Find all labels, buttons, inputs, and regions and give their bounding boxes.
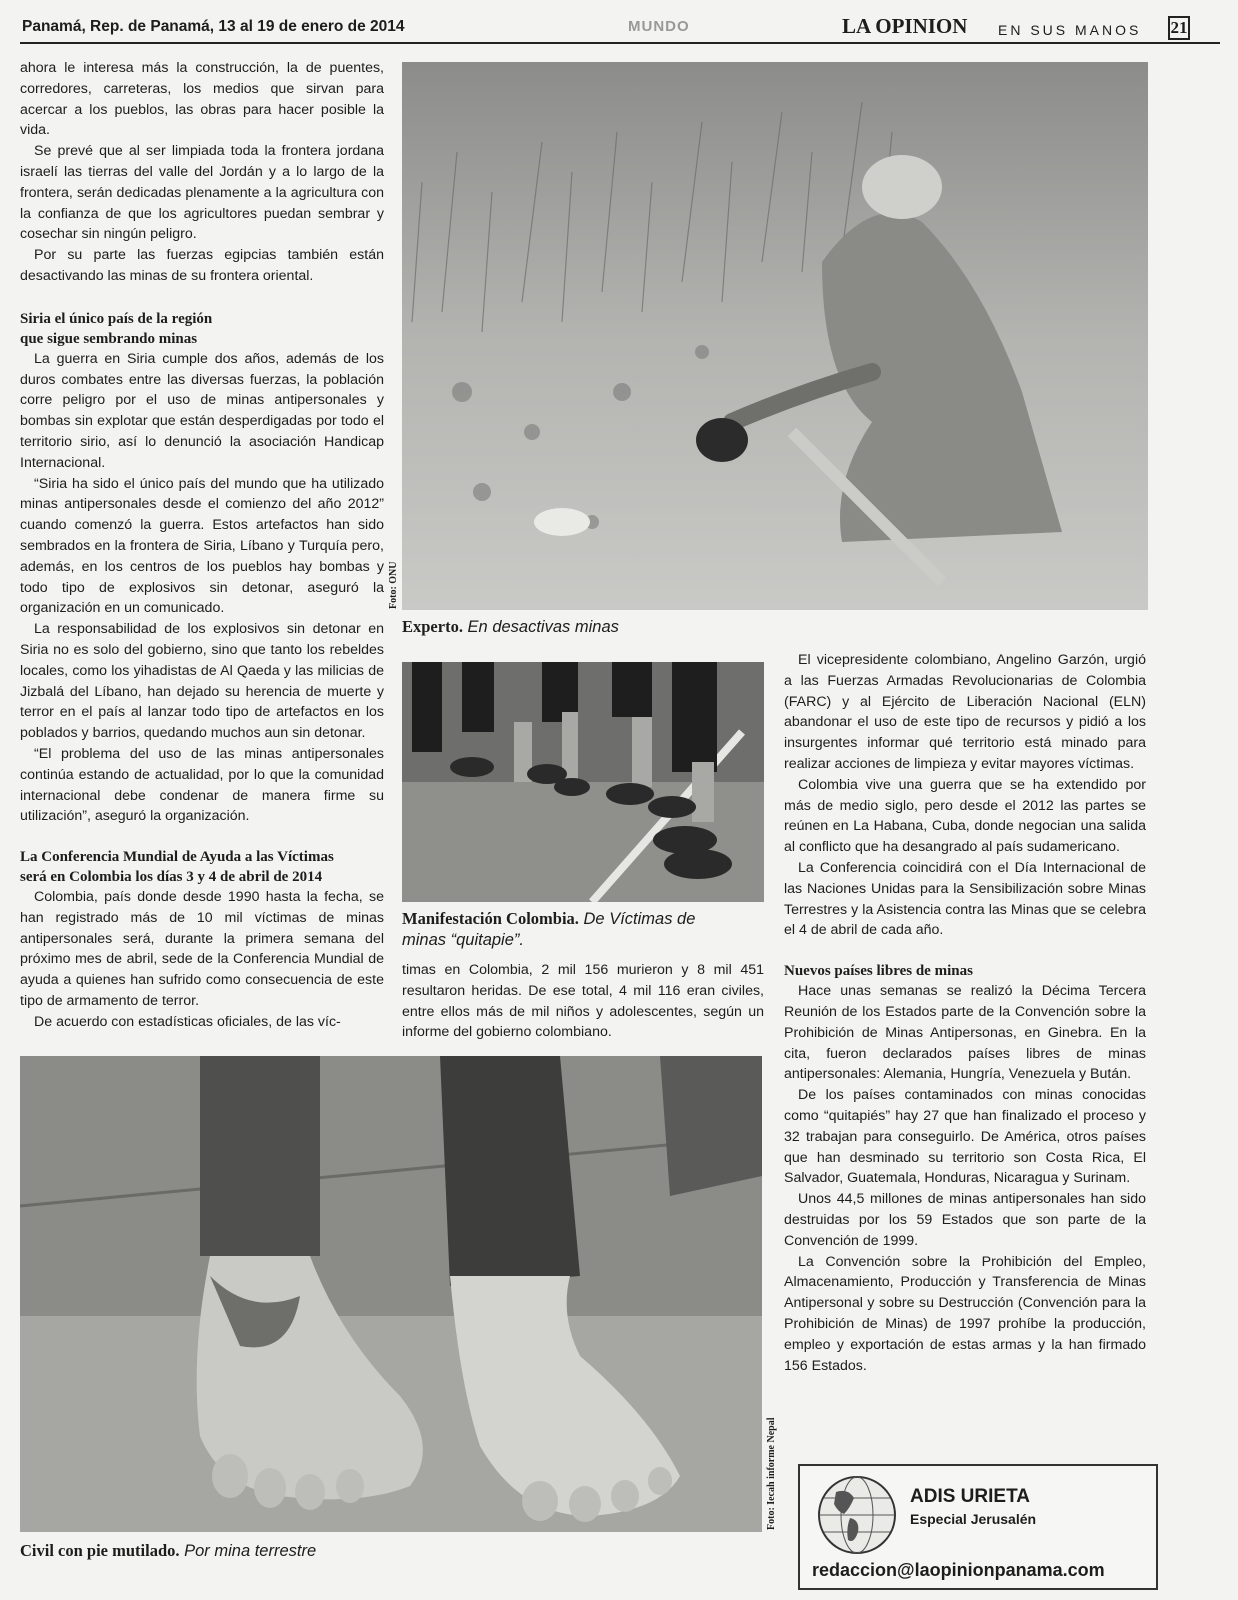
photo-caption-foot: Civil con pie mutilado. Por mina terrestre (20, 1541, 317, 1560)
paragraph: Unos 44,5 millones de minas antipersonales han sido destruidas por los 59 Estados que son parte de la Convención de 1999. (784, 1191, 1146, 1249)
paragraph: Colombia, país donde desde 1990 hasta la fecha, se han registrado más de 10 mil víctimas de minas antipersonales será, durante la primera semana del próximo mes de abril, sede de la Conferencia Mundial de ayuda a quienes han sufrido como consecuencia de este tipo de armamento de terror. (20, 889, 384, 1010)
paragraph: timas en Colombia, 2 mil 156 murieron y 8 mil 451 resultaron heridas. De ese total, 4 mil 116 eran civiles, entre ellos más de mil niños y adolescentes, según un informe del gobierno colombiano. (402, 962, 764, 1041)
subheading-nuevos-paises: Nuevos países libres de minas (784, 963, 973, 980)
subheading-conferencia: La Conferencia Mundial de Ayuda a las Víctimas será en Colombia los días 3 y 4 de abril de 2014 (20, 849, 334, 886)
paragraph: La responsabilidad de los explosivos sin detonar en Siria no es solo del gobierno, sino que tanto los rebeldes locales, como los yihadistas de Al Qaeda y las milicias de Jizbalá del Líbano, han dejado su herencia de muerte y terror en el país al lanzar todo tipo de artefactos en los poblados y barrios, quedando muchos aun sin detonar. (20, 621, 384, 742)
issue-date: Panamá, Rep. de Panamá, 13 al 19 de enero de 2014 (22, 18, 405, 35)
photo-mutilated-foot (20, 1056, 762, 1532)
paragraph: De los países contaminados con minas conocidas como “quitapiés” hay 27 que han finalizado el proceso y 32 trabajan para conseguirlo. De América, otros países que han desminado su territorio son Costa Rica, El Salvador, Guatemala, Honduras, Nicaragua y Surinam. (784, 1087, 1146, 1187)
paragraph: Se prevé que al ser limpiada toda la frontera jordana israelí las tierras del valle del Jordán y a lo largo de la frontera, serán dedicadas plenamente a la agricultura con la confianza de que los agricultores puedan sembrar y cosechar sin ningún peligro. (20, 143, 384, 243)
photo-march (402, 662, 764, 902)
paragraph: La guerra en Siria cumple dos años, además de los duros combates entre las diversas fuerzas, la población corre peligro por el uso de minas antipersonales y bombas sin explotar que están desperdigadas por todo el territorio sirio, así lo denunció la asociación Handicap Internacional. (20, 350, 384, 471)
paragraph: La Convención sobre la Prohibición del Empleo, Almacenamiento, Producción y Transferencia de Minas Antipersonal y sobre su Destrucción (Convención para la Prohibición de Minas) de 1997 prohíbe la producción, empleo y exportación de estas armas y la han firmado 156 Estados. (784, 1253, 1146, 1374)
article-column-left (20, 58, 384, 1033)
author-box (798, 1464, 1158, 1590)
paragraph: De acuerdo con estadísticas oficiales, de las víc- (34, 1013, 341, 1030)
newspaper-logo: LA OPINION (842, 14, 968, 38)
paragraph: Colombia vive una guerra que se ha extendido por más de medio siglo, pero desde el 2012 las partes se reúnen en La Habana, Cuba, donde negocian una salida al conflicto que ha desangrado al país sudamericano. (784, 776, 1146, 856)
photo-credit: Foto: ONU (388, 561, 399, 609)
subheading-siria: Siria el único país de la región que sigue sembrando minas (20, 310, 213, 347)
author-name: ADIS URIETA (910, 1486, 1030, 1507)
section-name: MUNDO (628, 18, 690, 35)
globe-icon (816, 1474, 898, 1556)
page-number: 21 (1168, 16, 1190, 40)
article-column-right (784, 650, 1146, 1376)
paragraph: La Conferencia coincidirá con el Día Internacional de las Naciones Unidas para la Sensibilización sobre Minas Terrestres y la Asistencia contra las Minas que se celebra el 4 de abril de cada año. (784, 859, 1146, 939)
paragraph: “El problema del uso de las minas antipersonales continúa estando de actualidad, por lo que la comunidad internacional debe condenar de manera firme su utilización”, aseguró la organización. (20, 745, 384, 825)
contact-email[interactable]: redaccion@laopinionpanama.com (812, 1560, 1105, 1580)
paragraph: El vicepresidente colombiano, Angelino Garzón, urgió a las Fuerzas Armadas Revolucionarias de Colombia (FARC) y al Ejército de Liberación Nacional (ELN) abandonar el uso de este tipo de recursos y pidió a los insurgentes informar qué territorio está minado para realizar acciones de limpieza y evitar mayores víctimas. (784, 652, 1146, 772)
page-header (20, 14, 1220, 44)
newspaper-slogan: EN SUS MANOS (998, 22, 1142, 38)
photo-credit: Foto: Iecah informe Nepal (766, 1417, 777, 1530)
photo-deminer (402, 62, 1148, 610)
paragraph: “Siria ha sido el único país del mundo que ha utilizado minas antipersonales desde el comienzo del año 2012” cuando comenzó la guerra. Estos artefactos han sido sembrados en la frontera de Siria, Líbano y Turquía pero, además, en los centros de los pueblos hay bombas y todo tipo de explosivos sin detonar, aseguró la organización en un comunicado. (20, 475, 384, 617)
paragraph: ahora le interesa más la construcción, la de puentes, corredores, carreteras, los medios que sirvan para acercar a los pueblos, las obras para hacer posible la vida. (20, 60, 384, 139)
paragraph: Por su parte las fuerzas egipcias también están desactivando las minas de su frontera oriental. (20, 247, 384, 284)
author-role: Especial Jerusalén (910, 1511, 1037, 1527)
article-column-middle (402, 960, 764, 1043)
photo-caption-march: Manifestación Colombia. De Víctimas de minas “quitapie”. (402, 909, 696, 949)
paragraph: Hace unas semanas se realizó la Décima Tercera Reunión de los Estados parte de la Convención sobre la Prohibición de Minas Antipersonas, en Ginebra. En la cita, fueron declarados países libres de minas antipersonales: Alemania, Hungría, Venezuela y Bután. (784, 983, 1146, 1083)
photo-caption-deminer: Experto. En desactivas minas (402, 617, 619, 636)
